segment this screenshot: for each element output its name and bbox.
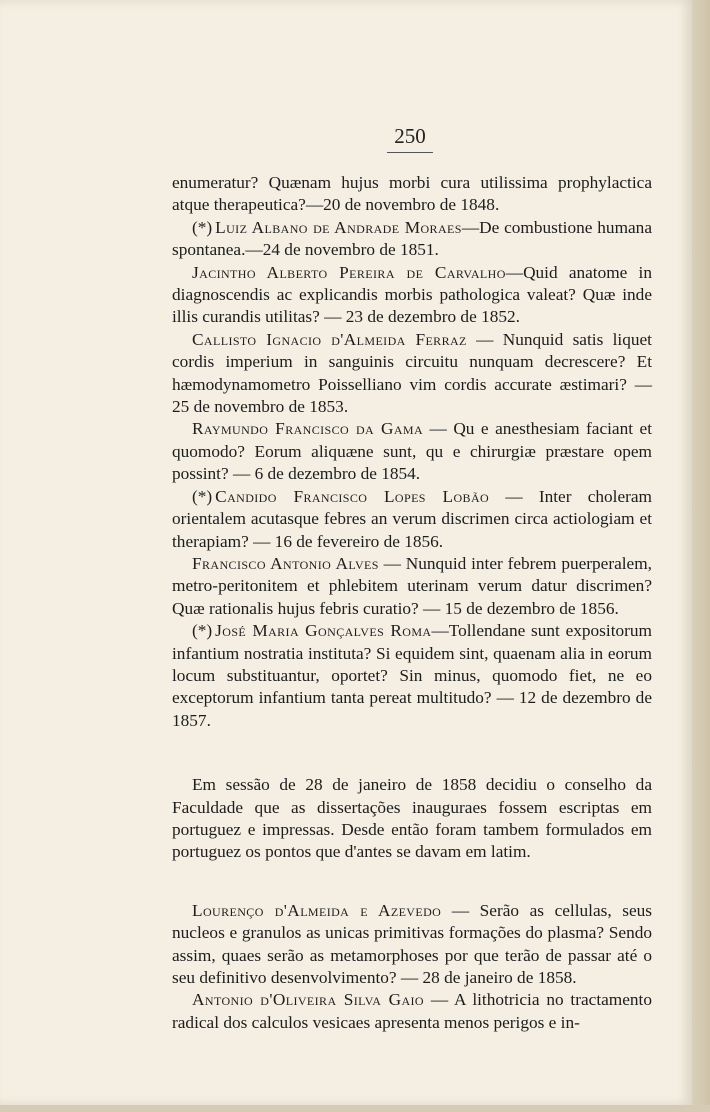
thesis-text: —De combustione humana spontanea.—24 de novembro de 1851. <box>172 217 652 260</box>
author-name: Francisco Antonio Alves <box>192 553 379 573</box>
page-edge <box>692 0 710 1112</box>
thesis-text: — Serão as cellulas, seus nucleos e granulos as unicas primitivas formações do plasma? Sendo assim, quaes serão as metamorphoses por que terão de passar até o seu definitivo desenvolvimento? — 28 de janeiro de 1858. <box>172 900 652 987</box>
author-name: Lourenço d'Almeida e Azevedo <box>192 900 442 920</box>
thesis-entry <box>172 217 652 262</box>
author-name: Luiz Albano de Andrade Moraes <box>215 217 462 237</box>
page-number-rule <box>387 152 433 153</box>
author-name: Jacintho Alberto Pereira de Carvalho <box>192 262 506 282</box>
thesis-text: — Nunquid inter febrem puerperalem, metro-peritonitem et phlebitem uterinam verum datur discrimen? Quæ rationalis hujus febris curatio? — 15 de dezembro de 1856. <box>172 553 652 618</box>
paragraph: Em sessão de 28 de janeiro de 1858 decidiu o conselho da Faculdade que as dissertações inauguraes fossem escriptas em portuguez e impressas. Desde então foram tambem formulados em portuguez os pontos que d'antes se davam em latim. <box>172 775 652 862</box>
asterisk-mark: (*) <box>192 486 213 506</box>
thesis-text: — Nunquid satis liquet cordis imperium in sanguinis circuitu nunquam decrescere? Et hæmodynamometro Poisselliano vim cordis accurate æstimari? — 25 de novembro de 1853. <box>172 329 652 417</box>
thesis-entry <box>172 172 652 217</box>
thesis-entry <box>172 989 652 1034</box>
thesis-entry <box>172 418 652 485</box>
thesis-list-top <box>172 172 652 732</box>
thesis-entry <box>172 900 652 990</box>
thesis-entry <box>172 620 652 732</box>
thesis-text: enumeratur? Quænam hujus morbi cura utilissima prophylactica atque therapeutica?—20 de novembro de 1848. <box>172 173 652 215</box>
thesis-list-bottom <box>172 900 652 1034</box>
spacer <box>172 732 652 774</box>
thesis-text: —Quid anatome in diagnoscendis ac explicandis morbis pathologica valeat? Quæ inde illis curandis utilitas? — 23 de dezembro de 1852. <box>172 262 652 327</box>
page-number: 250 <box>394 124 426 148</box>
asterisk-mark: (*) <box>192 621 213 641</box>
thesis-entry <box>172 486 652 553</box>
page-body <box>172 172 652 1034</box>
thesis-entry <box>172 329 652 419</box>
asterisk-mark: (*) <box>192 217 213 237</box>
author-name: Candido Francisco Lopes Lobão <box>215 486 490 506</box>
thesis-text: — Inter choleram orientalem acutasque febres an verum discrimen circa actiologiam et therapiam? — 16 de fevereiro de 1856. <box>172 486 652 551</box>
author-name: Raymundo Francisco da Gama <box>192 419 424 439</box>
spacer <box>172 864 652 900</box>
author-name: Callisto Ignacio d'Almeida Ferraz <box>192 329 467 349</box>
page-bottom-edge <box>0 1105 710 1112</box>
author-name: Antonio d'Oliveira Silva Gaio <box>192 990 424 1010</box>
thesis-text: — A lithotricia no tractamento radical dos calculos vesicaes apresenta menos perigos e in- <box>172 990 652 1032</box>
thesis-entry <box>172 553 652 620</box>
thesis-text: — Qu e anesthesiam faciant et quomodo? Eorum aliquæne sunt, qu e chirurgiæ præstare opem possint? — 6 de dezembro de 1854. <box>172 419 652 484</box>
author-name: José Maria Gonçalves Roma <box>215 621 432 641</box>
thesis-entry <box>172 262 652 329</box>
thesis-text: —Tollendane sunt expositorum infantium nostratia instituta? Si equidem sint, quaenam alia in eorum locum substituantur, oportet? Sin minus, quomodo fiet, ne eo exceptorum infantium tanta pereat multitudo? — 12 de dezembro de 1857. <box>172 621 652 730</box>
